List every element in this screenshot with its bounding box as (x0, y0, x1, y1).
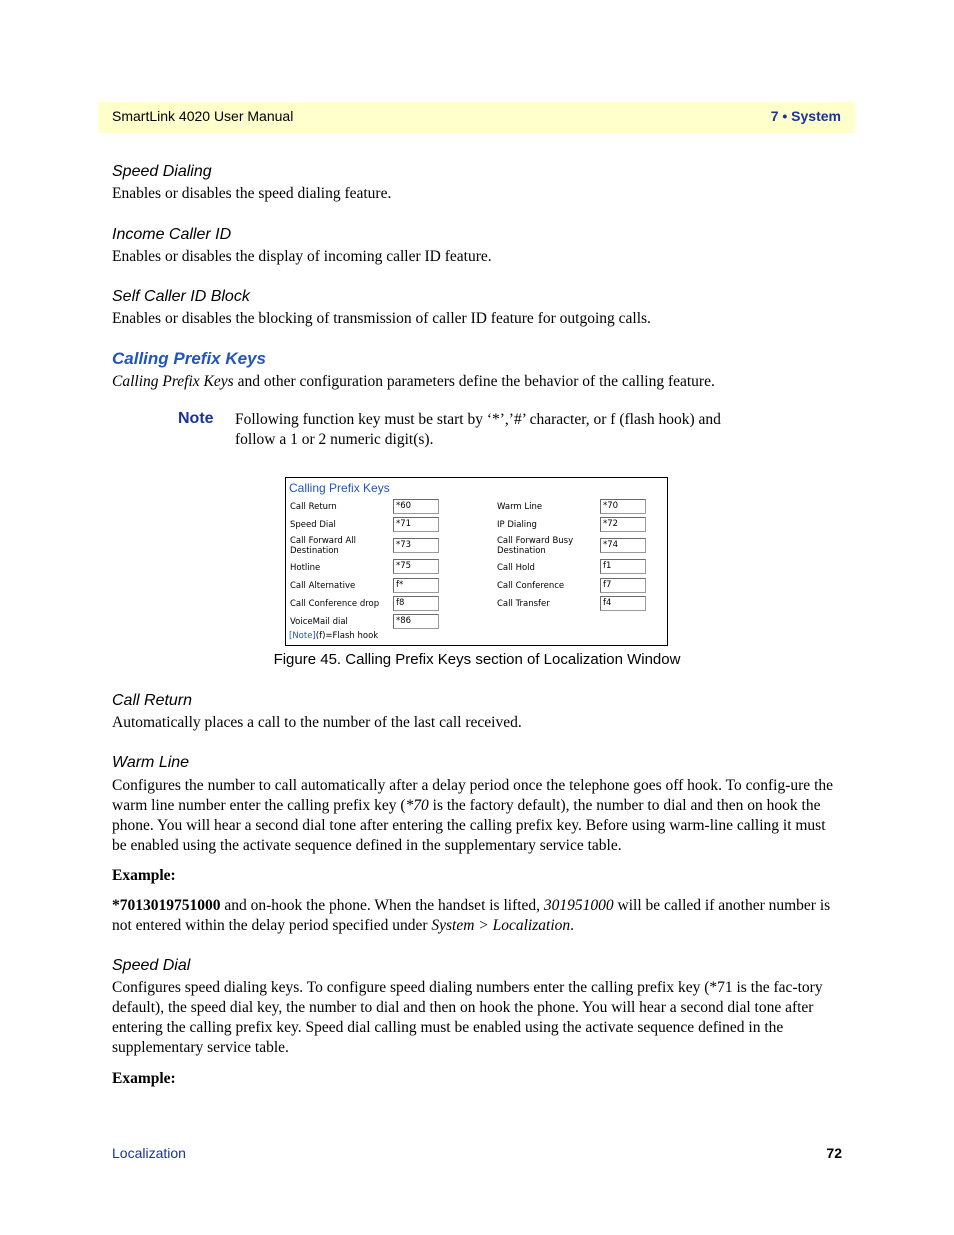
example-label-2: Example: (112, 1070, 176, 1087)
warm-line-text-a: Configures the number to call automatically after a delay period once the telephone goes off hook. To config-ure the warm line number enter the calling prefix key ( (112, 777, 833, 814)
input-call-transfer[interactable]: f4 (600, 596, 646, 611)
example-end: . (570, 917, 575, 934)
input-call-forward-busy[interactable]: *74 (600, 538, 646, 553)
label-speed-dial: Speed Dial (290, 520, 336, 530)
note-text: Following function key must be start by ‘*’,’#’ character, or f (flash hook) and follow a 1 or 2 numeric digit(s). (235, 411, 721, 448)
label-warm-line: Warm Line (497, 502, 543, 512)
speed-dialing-heading: Speed Dialing (112, 163, 212, 180)
warm-line-text (112, 776, 842, 856)
label-call-forward-busy: Call Forward Busy Destination (497, 536, 574, 556)
input-warm-line[interactable]: *70 (600, 499, 646, 514)
calling-prefix-keys-figure (285, 477, 668, 646)
self-caller-id-block-heading: Self Caller ID Block (112, 288, 250, 305)
manual-title: SmartLink 4020 User Manual (112, 108, 294, 124)
input-speed-dial[interactable]: *71 (393, 517, 439, 532)
figure-note (289, 631, 378, 641)
figure-title: Calling Prefix Keys (289, 481, 390, 495)
note-label: Note (178, 410, 214, 427)
label-call-return: Call Return (290, 502, 337, 512)
example-text-b: will be called if another number is not entered within the delay period specified under (112, 897, 831, 934)
intro-italic: Calling Prefix Keys (112, 373, 234, 390)
input-ip-dialing[interactable]: *72 (600, 517, 646, 532)
example-sequence: *7013019751000 (112, 897, 221, 914)
example-number: 301951000 (543, 897, 614, 914)
input-hotline[interactable]: *75 (393, 559, 439, 574)
page-number: 72 (826, 1145, 842, 1161)
input-call-hold[interactable]: f1 (600, 559, 646, 574)
speed-dial-example-label (112, 1069, 842, 1089)
speed-dial-heading: Speed Dial (112, 957, 191, 974)
warm-line-text-b: is the factory default), the number to dial and then on hook the phone. You will hear a second dial tone after entering the calling prefix key. Before using warm-line calling it must be enabled using the activate sequence defined in the supplementary service table. (112, 797, 826, 854)
input-call-forward-all[interactable]: *73 (393, 538, 439, 553)
label-ip-dialing: IP Dialing (497, 520, 537, 530)
note-link[interactable]: [Note] (289, 631, 316, 641)
chapter-title: 7 • System (770, 108, 841, 124)
warm-line-example-label (112, 866, 842, 886)
example-text-a: and on-hook the phone. When the handset is lifted, (220, 897, 544, 914)
warm-line-default-key: *70 (405, 797, 429, 814)
label-voicemail-dial: VoiceMail dial (290, 617, 348, 627)
warm-line-heading: Warm Line (112, 754, 190, 771)
warm-line-example-text (112, 896, 842, 936)
label-call-hold: Call Hold (497, 563, 535, 573)
figure-caption: Figure 45. Calling Prefix Keys section of Localization Window (273, 651, 681, 668)
input-call-alternative[interactable]: f* (393, 578, 439, 593)
label-call-forward-all: Call Forward All Destination (290, 536, 356, 556)
income-caller-id-heading: Income Caller ID (112, 226, 232, 243)
calling-prefix-keys-intro (112, 372, 842, 392)
calling-prefix-keys-heading: Calling Prefix Keys (112, 349, 267, 368)
flash-hook-note: (f)=Flash hook (315, 631, 379, 641)
page-header (98, 102, 855, 133)
label-call-transfer: Call Transfer (497, 599, 550, 609)
label-call-conference-drop: Call Conference drop (290, 599, 380, 609)
input-call-conference[interactable]: f7 (600, 578, 646, 593)
income-caller-id-text: Enables or disables the display of incoming caller ID feature. (112, 248, 492, 265)
call-return-heading: Call Return (112, 692, 193, 709)
footer-section: Localization (112, 1145, 186, 1161)
speed-dial-text: Configures speed dialing keys. To configure speed dialing numbers enter the calling prefix key (*71 is the fac-tory default), the speed dial key, the number to dial and then on hook the phone. You will hear a second dial tone after entering the calling prefix key. Speed dial calling must be enabled using the activate sequence defined in the supplementary service table. (112, 979, 823, 1056)
self-caller-id-block-text: Enables or disables the blocking of transmission of caller ID feature for outgoing calls. (112, 310, 651, 327)
speed-dialing-text: Enables or disables the speed dialing feature. (112, 185, 392, 202)
intro-rest: and other configuration parameters define the behavior of the calling feature. (233, 373, 715, 390)
example-path: System > Localization (431, 917, 571, 934)
label-hotline: Hotline (290, 563, 321, 573)
input-voicemail-dial[interactable]: *86 (393, 614, 439, 629)
input-call-conference-drop[interactable]: f8 (393, 596, 439, 611)
label-call-alternative: Call Alternative (290, 581, 356, 591)
label-call-conference: Call Conference (497, 581, 565, 591)
call-return-text: Automatically places a call to the number of the last call received. (112, 714, 522, 731)
example-label: Example: (112, 867, 176, 884)
input-call-return[interactable]: *60 (393, 499, 439, 514)
